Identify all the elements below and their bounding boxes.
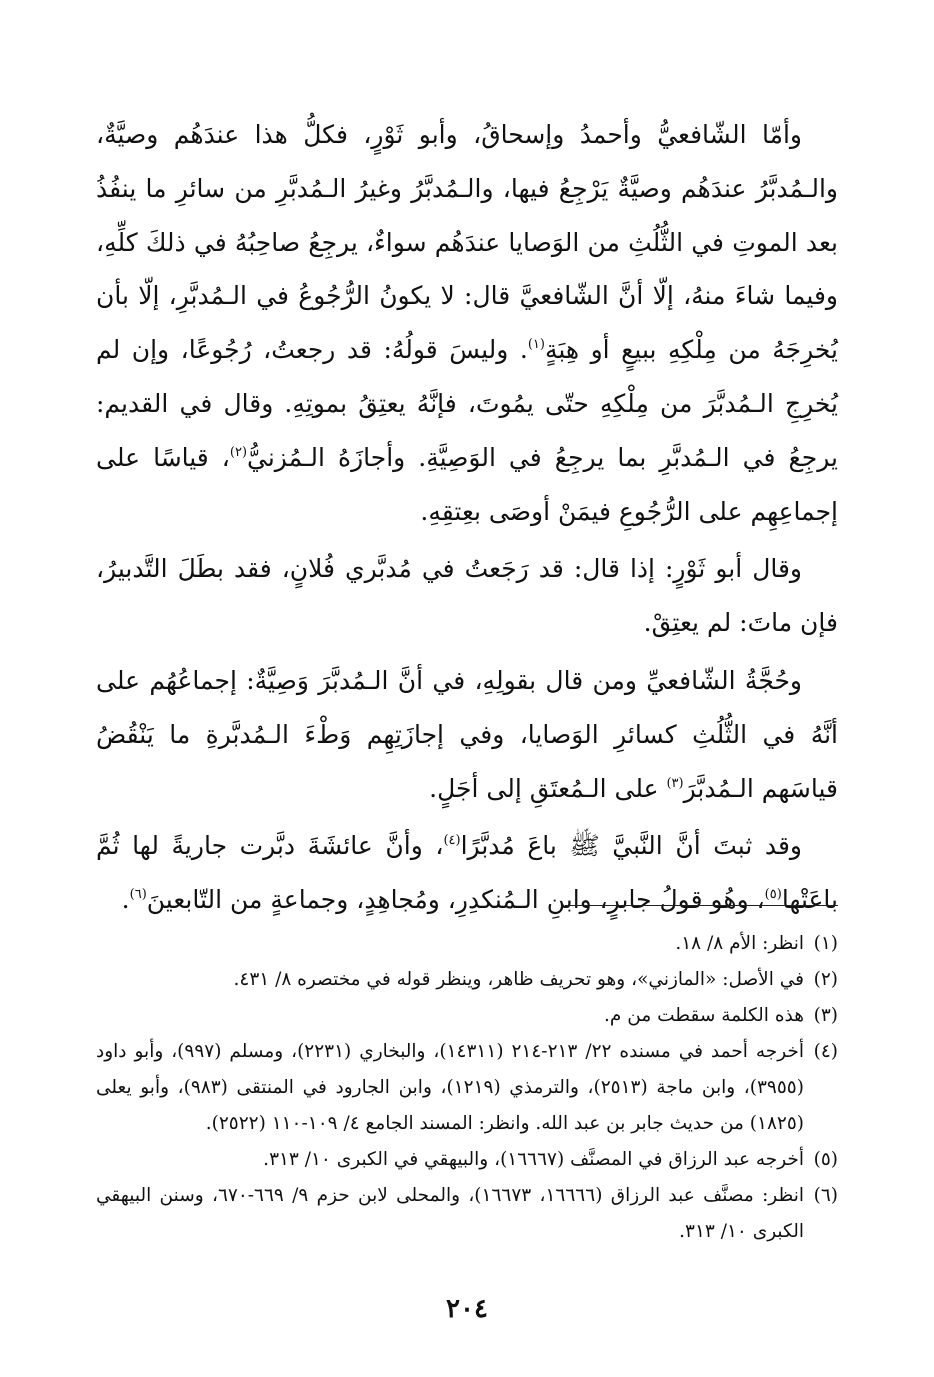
paragraph-3 <box>96 654 838 815</box>
footnote-number: (١) <box>813 933 838 954</box>
paragraph-text: وحُجَّةُ الشّافعيِّ ومن قال بقولِهِ، في أنَّ الـمُدبَّرَ وَصِيَّةٌ: إجماعُهُم على أنَّهُ في الثُّلُثِ كسائرِ الوَصايا، وفي إجازَتِهِم وَطْءَ الـمُدبَّرةِ ما يَنْقُضُ قياسَهم الـمُدبَّرَ <box>96 665 838 803</box>
main-text <box>96 108 838 931</box>
footnote-separator <box>565 905 838 906</box>
footnote-text: انظر: الأم ٨/ ١٨. <box>675 933 804 954</box>
footnote-text: أخرجه أحمد في مسنده ٢٢/ ٢١٣-٢١٤ (١٤٣١١)، والبخاري (٢٢٣١)، ومسلم (٩٩٧)، وأبو داود (٣٩٥٥)، وابن ماجة (٢٥١٣)، والترمذي (١٢١٩)، وابن الجارود في المنتقى (٩٨٣)، وأبو يعلى (١٨٢٥) من حديث جابر بن عبد الله. وانظر: المسند الجامع ٤/ ١٠٩-١١٠ (٢٥٢٢). <box>96 1041 804 1134</box>
paragraph-text: على الـمُعتَقِ إلى أجَلٍ. <box>429 773 667 803</box>
footnote-text: في الأصل: «المازني»، وهو تحريف ظاهر، وينظر قوله في مختصره ٨/ ٤٣١. <box>233 969 804 990</box>
paragraph-text: ، قياسًا على إجماعِهِم على الرُّجُوعِ فيمَنْ أوصَى بعِتقِهِ. <box>96 442 838 526</box>
footnote-ref-3[interactable]: (٣) <box>666 775 684 791</box>
paragraph-text: . <box>121 885 130 915</box>
footnote-ref-2[interactable]: (٢) <box>229 444 248 460</box>
paragraph-4 <box>96 819 838 927</box>
footnote-text: هذه الكلمة سقطت من م. <box>604 1005 804 1026</box>
page-number: ٢٠٤ <box>446 1294 488 1324</box>
paragraph-1 <box>96 108 838 538</box>
paragraph-text: ، وهُو قولُ جابرٍ، وابنِ الـمُنكدِرِ، ومُجاهِدٍ، وجماعةٍ من التّابعينَ <box>146 885 765 915</box>
footnote-number: (٤) <box>813 1041 838 1062</box>
footnote-1 <box>96 926 838 962</box>
paragraph-text: ، وأنَّ عائشَةَ دبَّرت جاريةً لها ثُمَّ باعَتْها <box>96 831 838 915</box>
footnote-number: (٦) <box>813 1185 838 1206</box>
paragraph-text: وقد ثبتَ أنَّ النَّبيَّ ﷺ باعَ مُدبَّرًا <box>460 831 803 861</box>
footnote-2 <box>96 962 838 998</box>
paragraph-text: وقال أبو ثَوْرٍ: إذا قال: قد رَجَعتُ في مُدبَّري فُلانٍ، فقد بطَلَ التَّدبيرُ، فإن ماتَ: لم يعتِقْ. <box>96 554 838 638</box>
footnote-4 <box>96 1034 838 1142</box>
footnote-5 <box>96 1142 838 1178</box>
footnote-ref-6[interactable]: (٦) <box>129 887 147 903</box>
footnote-ref-4[interactable]: (٤) <box>443 833 461 849</box>
footnote-3 <box>96 998 838 1034</box>
footnote-text: انظر: مصنَّف عبد الرزاق (١٦٦٦٦، ١٦٦٧٣)، والمحلى لابن حزم ٩/ ٦٦٩-٦٧٠، وسنن البيهقي الكبرى ١٠/ ٣١٣. <box>96 1185 804 1242</box>
footnote-6 <box>96 1178 838 1250</box>
footnote-text: أخرجه عبد الرزاق في المصنَّف (١٦٦٦٧)، والبيهقي في الكبرى ١٠/ ٣١٣. <box>263 1149 804 1170</box>
footnote-number: (٣) <box>813 1005 838 1026</box>
footnote-ref-1[interactable]: (١) <box>527 337 545 353</box>
paragraph-text: وأمّا الشّافعيُّ وأحمدُ وإسحاقُ، وأبو ثَوْرٍ، فكلُّ هذا عندَهُم وصيَّةٌ، والـمُدبَّرُ عندَهُم وصيَّةٌ يَرْجِعُ فيها، والـمُدبَّرُ وغيرُ الـمُدبَّرِ من سائرِ ما ينفُذُ بعد الموتِ في الثُّلُثِ من الوَصايا عندَهُم سواءٌ، يرجِعُ صاحِبُهُ في ذلكَ كلِّهِ، وفيما شاءَ منهُ، إلّا أنَّ الشّافعيَّ قال: لا يكونُ الرُّجُوعُ في الـمُدبَّرِ، إلّا بأن يُخرِجَهُ من مِلْكِهِ ببيعٍ أو هِبَةٍ <box>96 120 838 365</box>
footnote-number: (٥) <box>813 1149 838 1170</box>
footnotes-section <box>96 926 838 1250</box>
paragraph-2 <box>96 542 838 650</box>
footnote-number: (٢) <box>813 969 838 990</box>
footnote-ref-5[interactable]: (٥) <box>764 887 782 903</box>
paragraph-text: . وليسَ قولُهُ: قد رجعتُ، رُجُوعًا، وإن لم يُخرِجِ الـمُدبَّرَ من مِلْكِهِ حتّى يمُوتَ، فإنَّهُ يعتِقُ بموتِهِ. وقال في القديم: يرجِعُ في الـمُدبَّرِ بما يرجِعُ في الوَصِيَّةِ. وأجازَهُ الـمُزنيُّ <box>96 335 838 472</box>
